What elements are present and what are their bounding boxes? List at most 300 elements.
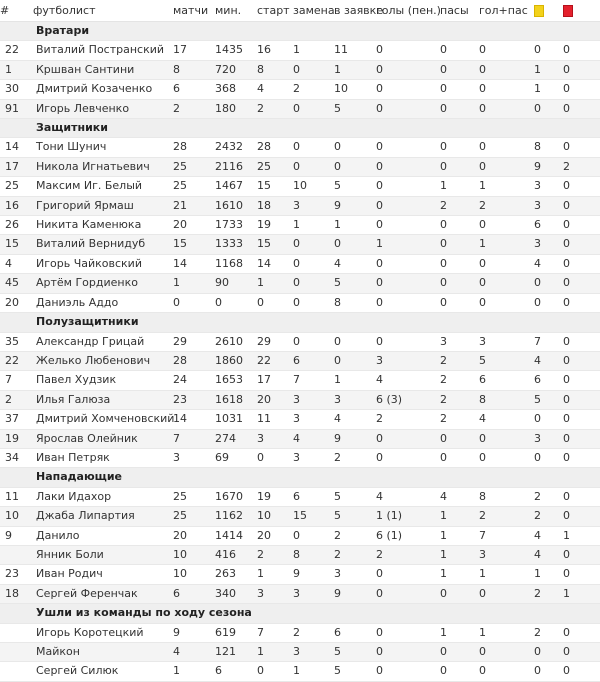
player-number: 17 bbox=[0, 157, 33, 176]
goal-pass-cell: 0 bbox=[479, 140, 486, 154]
red-cards-cell: 0 bbox=[563, 140, 570, 154]
yellow-cards-cell: 3 bbox=[534, 235, 563, 254]
bench-cell: 5 bbox=[334, 643, 376, 662]
yellow-cards-cell: 0 bbox=[534, 450, 541, 464]
table-body bbox=[0, 22, 600, 682]
bench-cell: 0 bbox=[334, 351, 376, 370]
minutes-cell: 6 bbox=[215, 664, 222, 678]
yellow-cards-cell: 2 bbox=[534, 584, 563, 603]
goals-cell: 0 bbox=[376, 82, 383, 96]
col-header-games: матчи bbox=[173, 0, 215, 22]
player-number: 22 bbox=[0, 351, 33, 370]
minutes-cell: 416 bbox=[215, 545, 257, 564]
starts-cell: 15 bbox=[257, 179, 271, 193]
goal-pass-cell: 0 bbox=[479, 157, 534, 176]
assists-cell: 2 bbox=[440, 373, 447, 387]
player-number: 7 bbox=[5, 373, 12, 387]
goal-pass-cell: 8 bbox=[479, 390, 534, 409]
player-row bbox=[0, 177, 600, 196]
starts-cell: 2 bbox=[257, 99, 293, 118]
player-name: Джаба Липартия bbox=[33, 507, 173, 526]
player-number: 91 bbox=[0, 99, 33, 118]
games-cell: 14 bbox=[173, 256, 187, 270]
yellow-cards-cell: 1 bbox=[534, 567, 541, 581]
starts-cell: 19 bbox=[257, 489, 271, 503]
games-cell: 6 bbox=[173, 584, 215, 603]
red-cards-cell: 0 bbox=[563, 218, 570, 232]
red-cards-cell: 0 bbox=[563, 545, 600, 564]
goal-pass-cell: 1 bbox=[479, 235, 534, 254]
goals-cell: 6 (1) bbox=[376, 528, 403, 542]
starts-cell: 1 bbox=[257, 274, 293, 293]
starts-cell: 19 bbox=[257, 218, 271, 232]
red-cards-cell: 0 bbox=[563, 196, 600, 215]
yellow-cards-cell: 0 bbox=[534, 295, 541, 309]
player-name: Александр Грицай bbox=[36, 334, 145, 348]
subs-cell: 1 bbox=[293, 218, 300, 232]
minutes-cell: 1670 bbox=[215, 489, 243, 503]
red-cards-cell: 1 bbox=[563, 528, 570, 542]
yellow-cards-cell: 3 bbox=[534, 196, 563, 215]
red-cards-cell: 0 bbox=[563, 507, 600, 526]
games-cell: 25 bbox=[173, 507, 215, 526]
games-cell: 10 bbox=[173, 567, 187, 581]
bench-cell: 6 bbox=[334, 625, 341, 639]
games-cell: 20 bbox=[173, 218, 187, 232]
subs-cell: 10 bbox=[293, 179, 307, 193]
goal-pass-cell: 0 bbox=[479, 295, 486, 309]
starts-cell: 3 bbox=[257, 584, 293, 603]
red-cards-cell: 0 bbox=[563, 60, 600, 79]
minutes-cell: 263 bbox=[215, 567, 236, 581]
yellow-cards-cell: 0 bbox=[534, 274, 563, 293]
goals-cell: 1 (1) bbox=[376, 507, 440, 526]
bench-cell: 3 bbox=[334, 390, 376, 409]
subs-cell: 15 bbox=[293, 507, 334, 526]
subs-cell: 2 bbox=[293, 625, 300, 639]
goal-pass-cell: 0 bbox=[479, 218, 486, 232]
yellow-cards-cell: 1 bbox=[534, 82, 541, 96]
player-number: 37 bbox=[5, 412, 19, 426]
player-number: 22 bbox=[5, 43, 19, 57]
yellow-cards-cell: 1 bbox=[534, 60, 563, 79]
subs-cell: 3 bbox=[293, 412, 300, 426]
section-row bbox=[0, 604, 600, 623]
starts-cell: 22 bbox=[257, 351, 293, 370]
yellow-cards-cell: 0 bbox=[534, 643, 563, 662]
player-number: 2 bbox=[0, 390, 33, 409]
player-number: 9 bbox=[5, 528, 12, 542]
goal-pass-cell: 2 bbox=[479, 507, 534, 526]
goal-pass-cell: 0 bbox=[479, 60, 534, 79]
player-name: Виталий Вернидуб bbox=[33, 235, 173, 254]
games-cell: 25 bbox=[173, 157, 215, 176]
games-cell: 1 bbox=[173, 664, 180, 678]
games-cell: 25 bbox=[173, 179, 187, 193]
starts-cell: 2 bbox=[257, 545, 293, 564]
minutes-cell: 1168 bbox=[215, 256, 243, 270]
goal-pass-cell: 4 bbox=[479, 412, 486, 426]
player-name: Иван Родич bbox=[36, 567, 103, 581]
player-row bbox=[0, 662, 600, 681]
starts-cell: 20 bbox=[257, 390, 293, 409]
subs-cell: 7 bbox=[293, 373, 300, 387]
starts-cell: 0 bbox=[257, 450, 264, 464]
player-name: Даниэль Аддо bbox=[36, 295, 119, 309]
player-name: Игорь Чайковский bbox=[36, 256, 142, 270]
goals-cell: 0 bbox=[376, 60, 440, 79]
bench-cell: 5 bbox=[334, 99, 376, 118]
minutes-cell: 619 bbox=[215, 625, 236, 639]
yellow-cards-cell: 8 bbox=[534, 140, 541, 154]
games-cell: 28 bbox=[173, 351, 215, 370]
yellow-cards-cell: 2 bbox=[534, 489, 541, 503]
starts-cell: 0 bbox=[257, 664, 264, 678]
assists-cell: 0 bbox=[440, 140, 447, 154]
col-header-subs: замена bbox=[293, 0, 334, 22]
games-cell: 3 bbox=[173, 450, 180, 464]
bench-cell: 5 bbox=[334, 664, 341, 678]
player-row bbox=[0, 332, 600, 351]
subs-cell: 3 bbox=[293, 196, 334, 215]
games-cell: 24 bbox=[173, 373, 187, 387]
bench-cell: 2 bbox=[334, 450, 341, 464]
red-cards-cell: 0 bbox=[563, 429, 600, 448]
section-spacer bbox=[0, 22, 33, 41]
player-name: Сергей Ференчак bbox=[33, 584, 173, 603]
minutes-cell: 1610 bbox=[215, 196, 257, 215]
player-row bbox=[0, 254, 600, 273]
red-cards-cell: 0 bbox=[563, 390, 600, 409]
yellow-cards-cell: 0 bbox=[534, 664, 541, 678]
assists-cell: 0 bbox=[440, 295, 447, 309]
starts-cell: 1 bbox=[257, 567, 264, 581]
subs-cell: 3 bbox=[293, 450, 300, 464]
minutes-cell: 1860 bbox=[215, 351, 257, 370]
bench-cell: 5 bbox=[334, 489, 341, 503]
yellow-cards-cell: 0 bbox=[534, 43, 541, 57]
col-header-yellow-cards bbox=[534, 0, 563, 22]
subs-cell: 0 bbox=[293, 295, 300, 309]
minutes-cell: 1653 bbox=[215, 373, 243, 387]
player-number: 45 bbox=[0, 274, 33, 293]
minutes-cell: 0 bbox=[215, 295, 222, 309]
goal-pass-cell: 5 bbox=[479, 351, 534, 370]
subs-cell: 2 bbox=[293, 82, 300, 96]
player-name: Желько Любенович bbox=[33, 351, 173, 370]
player-number: 25 bbox=[5, 179, 19, 193]
goal-pass-cell: 1 bbox=[479, 625, 486, 639]
player-number: 35 bbox=[5, 334, 19, 348]
goals-cell: 0 bbox=[376, 664, 383, 678]
games-cell: 6 bbox=[173, 82, 180, 96]
player-number: 30 bbox=[5, 82, 19, 96]
goal-pass-cell: 1 bbox=[479, 567, 486, 581]
col-header-bench: в заявке bbox=[334, 0, 376, 22]
player-name: Никита Каменюка bbox=[36, 218, 142, 232]
goals-cell: 0 bbox=[376, 157, 440, 176]
bench-cell: 1 bbox=[334, 218, 341, 232]
assists-cell: 0 bbox=[440, 450, 447, 464]
assists-cell: 2 bbox=[440, 196, 479, 215]
player-name: Игорь Левченко bbox=[33, 99, 173, 118]
assists-cell: 0 bbox=[440, 664, 447, 678]
assists-cell: 3 bbox=[440, 334, 447, 348]
bench-cell: 9 bbox=[334, 196, 376, 215]
section-row bbox=[0, 22, 600, 41]
red-cards-cell: 0 bbox=[563, 82, 570, 96]
red-cards-cell: 0 bbox=[563, 274, 600, 293]
subs-cell: 6 bbox=[293, 351, 334, 370]
subs-cell: 4 bbox=[293, 429, 334, 448]
red-cards-cell: 0 bbox=[563, 295, 570, 309]
starts-cell: 4 bbox=[257, 82, 264, 96]
goal-pass-cell: 3 bbox=[479, 334, 486, 348]
goals-cell: 0 bbox=[376, 196, 440, 215]
subs-cell: 0 bbox=[293, 235, 334, 254]
goals-cell: 0 bbox=[376, 625, 383, 639]
assists-cell: 0 bbox=[440, 43, 447, 57]
red-cards-cell: 0 bbox=[563, 489, 570, 503]
player-name: Иван Петряк bbox=[36, 450, 110, 464]
minutes-cell: 340 bbox=[215, 584, 257, 603]
col-header-player: футболист bbox=[33, 0, 173, 22]
red-cards-cell: 0 bbox=[563, 625, 570, 639]
assists-cell: 0 bbox=[440, 643, 479, 662]
starts-cell: 11 bbox=[257, 412, 271, 426]
goals-cell: 0 bbox=[376, 334, 383, 348]
player-name: Ярослав Олейник bbox=[33, 429, 173, 448]
subs-cell: 1 bbox=[293, 43, 300, 57]
games-cell: 29 bbox=[173, 334, 187, 348]
games-cell: 7 bbox=[173, 429, 215, 448]
col-header-starts: старт bbox=[257, 0, 293, 22]
bench-cell: 5 bbox=[334, 179, 341, 193]
bench-cell: 4 bbox=[334, 412, 341, 426]
starts-cell: 0 bbox=[257, 295, 264, 309]
starts-cell: 16 bbox=[257, 43, 271, 57]
bench-cell: 8 bbox=[334, 295, 341, 309]
yellow-cards-cell: 2 bbox=[534, 625, 541, 639]
assists-cell: 1 bbox=[440, 545, 479, 564]
starts-cell: 8 bbox=[257, 60, 293, 79]
assists-cell: 1 bbox=[440, 528, 447, 542]
player-number: 23 bbox=[5, 567, 19, 581]
goal-pass-cell: 0 bbox=[479, 82, 486, 96]
col-header-goal-pass: гол+пас bbox=[479, 0, 534, 22]
goal-pass-cell: 0 bbox=[479, 274, 534, 293]
assists-cell: 0 bbox=[440, 99, 479, 118]
player-row bbox=[0, 545, 600, 564]
section-title: Полузащитники bbox=[33, 313, 600, 332]
player-row bbox=[0, 371, 600, 390]
player-number: 26 bbox=[5, 218, 19, 232]
goal-pass-cell: 0 bbox=[479, 256, 486, 270]
bench-cell: 0 bbox=[334, 235, 376, 254]
goal-pass-cell: 0 bbox=[479, 450, 486, 464]
goal-pass-cell: 3 bbox=[479, 545, 534, 564]
red-cards-cell: 0 bbox=[563, 643, 600, 662]
red-card-icon bbox=[563, 5, 573, 17]
goals-cell: 0 bbox=[376, 179, 383, 193]
assists-cell: 1 bbox=[440, 179, 447, 193]
minutes-cell: 1435 bbox=[215, 43, 243, 57]
player-number: 11 bbox=[5, 489, 19, 503]
games-cell: 9 bbox=[173, 625, 180, 639]
red-cards-cell: 0 bbox=[563, 412, 570, 426]
red-cards-cell: 0 bbox=[563, 256, 570, 270]
player-row bbox=[0, 60, 600, 79]
player-row bbox=[0, 448, 600, 467]
red-cards-cell: 0 bbox=[563, 664, 570, 678]
goals-cell: 0 bbox=[376, 43, 383, 57]
goals-cell: 6 (3) bbox=[376, 390, 440, 409]
games-cell: 15 bbox=[173, 235, 215, 254]
player-row bbox=[0, 643, 600, 662]
player-name: Артём Гордиенко bbox=[33, 274, 173, 293]
yellow-cards-cell: 4 bbox=[534, 256, 541, 270]
minutes-cell: 121 bbox=[215, 643, 257, 662]
bench-cell: 11 bbox=[334, 43, 348, 57]
player-number: 1 bbox=[0, 60, 33, 79]
minutes-cell: 2116 bbox=[215, 157, 257, 176]
yellow-cards-cell: 4 bbox=[534, 528, 541, 542]
games-cell: 14 bbox=[173, 412, 187, 426]
goals-cell: 0 bbox=[376, 256, 383, 270]
bench-cell: 0 bbox=[334, 157, 376, 176]
player-row bbox=[0, 565, 600, 584]
starts-cell: 7 bbox=[257, 625, 264, 639]
goals-cell: 0 bbox=[376, 295, 383, 309]
assists-cell: 2 bbox=[440, 351, 479, 370]
minutes-cell: 720 bbox=[215, 60, 257, 79]
player-number: 18 bbox=[0, 584, 33, 603]
bench-cell: 5 bbox=[334, 274, 376, 293]
starts-cell: 1 bbox=[257, 643, 293, 662]
player-row bbox=[0, 41, 600, 60]
red-cards-cell: 1 bbox=[563, 584, 600, 603]
yellow-cards-cell: 4 bbox=[534, 545, 563, 564]
games-cell: 10 bbox=[173, 545, 215, 564]
section-title: Вратари bbox=[33, 22, 600, 41]
subs-cell: 0 bbox=[293, 274, 334, 293]
minutes-cell: 274 bbox=[215, 429, 257, 448]
player-name: Максим Иг. Белый bbox=[36, 179, 143, 193]
games-cell: 21 bbox=[173, 196, 215, 215]
bench-cell: 1 bbox=[334, 373, 341, 387]
player-name: Виталий Постранский bbox=[36, 43, 165, 57]
games-cell: 23 bbox=[173, 390, 215, 409]
player-name: Сергей Силюк bbox=[36, 664, 119, 678]
player-row bbox=[0, 235, 600, 254]
yellow-cards-cell: 3 bbox=[534, 429, 563, 448]
goals-cell: 0 bbox=[376, 99, 440, 118]
games-cell: 25 bbox=[173, 489, 187, 503]
goals-cell: 0 bbox=[376, 567, 383, 581]
goals-cell: 0 bbox=[376, 450, 383, 464]
player-name: Данило bbox=[36, 528, 80, 542]
player-row bbox=[0, 390, 600, 409]
bench-cell: 5 bbox=[334, 507, 376, 526]
subs-cell: 0 bbox=[293, 334, 300, 348]
games-cell: 28 bbox=[173, 140, 187, 154]
starts-cell: 15 bbox=[257, 235, 293, 254]
red-cards-cell: 0 bbox=[563, 179, 570, 193]
section-title: Ушли из команды по ходу сезона bbox=[33, 604, 600, 623]
player-name: Григорий Ярмаш bbox=[33, 196, 173, 215]
player-name: Дмитрий Козаченко bbox=[36, 82, 153, 96]
minutes-cell: 2610 bbox=[215, 334, 243, 348]
assists-cell: 0 bbox=[440, 584, 479, 603]
col-header-minutes: мин. bbox=[215, 0, 257, 22]
col-header-goals: голы (пен.) bbox=[376, 0, 440, 22]
player-row bbox=[0, 138, 600, 157]
yellow-cards-cell: 3 bbox=[534, 179, 541, 193]
assists-cell: 0 bbox=[440, 256, 447, 270]
player-name: Янник Боли bbox=[33, 545, 173, 564]
section-title: Защитники bbox=[33, 119, 600, 138]
player-name: Кршван Сантини bbox=[33, 60, 173, 79]
player-number: 10 bbox=[0, 507, 33, 526]
red-cards-cell: 0 bbox=[563, 334, 570, 348]
player-name: Никола Игнатьевич bbox=[33, 157, 173, 176]
games-cell: 4 bbox=[173, 643, 215, 662]
red-cards-cell: 0 bbox=[563, 351, 600, 370]
games-cell: 1 bbox=[173, 274, 215, 293]
player-row bbox=[0, 196, 600, 215]
starts-cell: 14 bbox=[257, 256, 271, 270]
player-row bbox=[0, 80, 600, 99]
player-name: Илья Галюза bbox=[33, 390, 173, 409]
goals-cell: 0 bbox=[376, 429, 440, 448]
red-cards-cell: 0 bbox=[563, 373, 570, 387]
player-name: Павел Худзик bbox=[36, 373, 117, 387]
red-cards-cell: 0 bbox=[563, 99, 600, 118]
player-row bbox=[0, 410, 600, 429]
yellow-cards-cell: 5 bbox=[534, 390, 563, 409]
red-cards-cell: 0 bbox=[563, 567, 570, 581]
goals-cell: 4 bbox=[376, 489, 383, 503]
minutes-cell: 1162 bbox=[215, 507, 257, 526]
goal-pass-cell: 0 bbox=[479, 584, 534, 603]
player-number: 14 bbox=[5, 140, 19, 154]
player-number bbox=[0, 623, 33, 642]
red-cards-cell: 0 bbox=[563, 450, 570, 464]
assists-cell: 1 bbox=[440, 507, 479, 526]
assists-cell: 2 bbox=[440, 412, 447, 426]
games-cell: 17 bbox=[173, 43, 187, 57]
assists-cell: 0 bbox=[440, 157, 479, 176]
bench-cell: 2 bbox=[334, 545, 376, 564]
assists-cell: 1 bbox=[440, 625, 447, 639]
red-cards-cell: 0 bbox=[563, 235, 600, 254]
goal-pass-cell: 2 bbox=[479, 196, 534, 215]
player-number: 16 bbox=[0, 196, 33, 215]
goal-pass-cell: 1 bbox=[479, 179, 486, 193]
subs-cell: 8 bbox=[293, 545, 334, 564]
bench-cell: 9 bbox=[334, 584, 376, 603]
games-cell: 2 bbox=[173, 99, 215, 118]
subs-cell: 0 bbox=[293, 157, 334, 176]
subs-cell: 0 bbox=[293, 256, 300, 270]
player-number bbox=[0, 545, 33, 564]
bench-cell: 1 bbox=[334, 60, 376, 79]
yellow-cards-cell: 0 bbox=[534, 99, 563, 118]
player-row bbox=[0, 526, 600, 545]
subs-cell: 3 bbox=[293, 643, 334, 662]
bench-cell: 10 bbox=[334, 82, 348, 96]
goals-cell: 0 bbox=[376, 274, 440, 293]
